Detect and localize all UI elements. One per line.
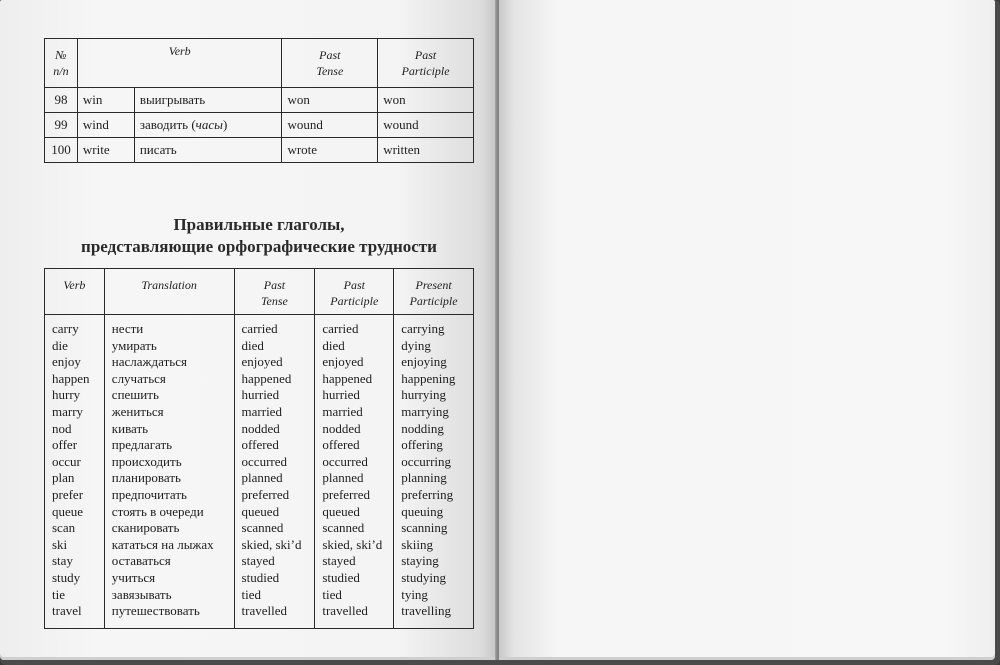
list-item: preferred — [322, 486, 370, 502]
heading-line-1: Правильные глаголы, — [173, 215, 345, 234]
row-num: 98 — [45, 88, 78, 113]
column-translation — [104, 315, 234, 629]
header-past-participle: Past Participle — [315, 269, 394, 315]
list-item: queued — [322, 503, 360, 519]
table-row — [45, 138, 474, 163]
list-item: plan — [52, 470, 75, 486]
table-row — [45, 88, 474, 113]
list-item: nodded — [241, 420, 280, 436]
list-item: occur — [52, 453, 81, 469]
header-translation: Translation — [104, 269, 234, 315]
list-item: случаться — [111, 370, 166, 386]
header-past-tense: Past Tense — [282, 39, 378, 88]
list-item: studying — [401, 569, 446, 585]
list-item: carry — [52, 321, 79, 336]
table-row — [45, 113, 474, 138]
header-past-participle: Past Participle — [378, 39, 474, 88]
list-item: hurried — [322, 387, 360, 403]
list-item: dying — [401, 337, 431, 353]
list-item: сканировать — [111, 520, 180, 536]
irregular-verbs-table-end — [44, 38, 474, 163]
row-past-tense: wound — [282, 113, 378, 138]
row-past-participle: won — [378, 88, 474, 113]
list-item: happen — [52, 370, 90, 386]
list-item: skied, ski’d — [322, 536, 383, 552]
list-item: marry — [52, 403, 84, 419]
table-header-row — [45, 39, 474, 88]
list-item: skied, ski’d — [241, 536, 302, 552]
list-item: стоять в очереди — [111, 503, 204, 519]
list-item: happened — [322, 370, 373, 386]
list-item: married — [322, 403, 363, 419]
row-translation: выигрывать — [134, 88, 282, 113]
list-item: queuing — [401, 503, 444, 519]
list-item: enjoy — [52, 354, 81, 370]
row-num: 100 — [45, 138, 78, 163]
list-item: наслаждаться — [111, 354, 187, 370]
list-item: ski — [52, 536, 68, 552]
list-item: happening — [401, 370, 456, 386]
list-item: died — [241, 337, 264, 353]
list-item: carrying — [401, 321, 445, 336]
list-item: кататься на лыжах — [111, 536, 214, 552]
list-item: scanned — [322, 520, 365, 536]
list-item: carried — [241, 321, 278, 336]
row-verb: win — [77, 88, 134, 113]
list-item: enjoyed — [322, 354, 364, 370]
table-body-row — [45, 315, 474, 629]
list-item: scan — [52, 520, 76, 536]
list-item: queue — [52, 503, 84, 519]
list-item: offered — [322, 437, 360, 453]
list-item: study — [52, 569, 81, 585]
list-item: studied — [322, 569, 360, 585]
list-item: planned — [241, 470, 283, 486]
header-present-participle: Present Participle — [394, 269, 474, 315]
list-item: путешествовать — [111, 603, 200, 619]
list-item: queued — [241, 503, 280, 519]
list-item: planned — [322, 470, 364, 486]
list-item: tie — [52, 586, 65, 602]
list-item: scanning — [401, 520, 448, 536]
list-item: married — [241, 403, 282, 419]
row-past-tense: won — [282, 88, 378, 113]
list-item: preferring — [401, 486, 454, 502]
list-item: hurried — [241, 387, 280, 403]
list-item: планировать — [111, 470, 181, 486]
row-past-tense: wrote — [282, 138, 378, 163]
list-item: происходить — [111, 453, 182, 469]
list-item: skiing — [401, 536, 433, 552]
list-item: stayed — [241, 553, 275, 569]
list-item: stay — [52, 553, 73, 569]
list-item: scanned — [241, 520, 284, 536]
row-translation: заводить (часы) — [134, 113, 282, 138]
section-heading — [44, 214, 474, 258]
list-item: nodded — [322, 420, 361, 436]
list-item: кивать — [111, 420, 149, 436]
list-item: спешить — [111, 387, 159, 403]
list-item: travelled — [322, 603, 368, 619]
header-verb: Verb — [77, 39, 282, 88]
list-item: учиться — [111, 569, 156, 585]
column-verb — [45, 315, 105, 629]
header-verb: Verb — [45, 269, 105, 315]
list-item: tying — [401, 586, 428, 602]
list-item: оставаться — [111, 553, 171, 569]
list-item: studied — [241, 569, 280, 585]
list-item: hurrying — [401, 387, 446, 403]
list-item: жениться — [111, 403, 164, 419]
list-item: occurred — [322, 453, 368, 469]
list-item: offer — [52, 437, 78, 453]
list-item: died — [322, 337, 345, 353]
list-item: нести — [111, 321, 144, 336]
column-past-tense — [234, 315, 315, 629]
list-item: nodding — [401, 420, 444, 436]
translation-note: часы — [195, 117, 223, 132]
list-item: tied — [322, 586, 342, 602]
list-item: enjoyed — [241, 354, 283, 370]
row-verb: wind — [77, 113, 134, 138]
heading-line-2: представляющие орфографические трудности — [81, 237, 437, 256]
list-item: stayed — [322, 553, 356, 569]
list-item: occurred — [241, 453, 287, 469]
list-item: hurry — [52, 387, 81, 403]
row-past-participle: written — [378, 138, 474, 163]
list-item: предпочитать — [111, 486, 187, 502]
regular-verbs-table — [44, 268, 474, 629]
column-past-participle — [315, 315, 394, 629]
list-item: nod — [52, 420, 72, 436]
list-item: occurring — [401, 453, 452, 469]
list-item: planning — [401, 470, 447, 486]
list-item: tied — [241, 586, 262, 602]
list-item: prefer — [52, 486, 84, 502]
table-header-row — [45, 269, 474, 315]
row-translation: писать — [134, 138, 282, 163]
row-past-participle: wound — [378, 113, 474, 138]
list-item: offered — [241, 437, 279, 453]
column-present-participle — [394, 315, 474, 629]
list-item: умирать — [111, 337, 157, 353]
list-item: die — [52, 337, 68, 353]
header-num: № n/n — [45, 39, 78, 88]
list-item: marrying — [401, 403, 449, 419]
list-item: enjoying — [401, 354, 447, 370]
list-item: offering — [401, 437, 443, 453]
row-num: 99 — [45, 113, 78, 138]
row-verb: write — [77, 138, 134, 163]
list-item: happened — [241, 370, 292, 386]
list-item: предлагать — [111, 437, 173, 453]
header-past-tense: Past Tense — [234, 269, 315, 315]
left-page — [0, 0, 497, 660]
right-page-blank — [499, 0, 995, 660]
list-item: travelled — [241, 603, 288, 619]
list-item: staying — [401, 553, 439, 569]
list-item: preferred — [241, 486, 290, 502]
list-item: travel — [52, 603, 82, 619]
list-item: travelling — [401, 603, 452, 619]
list-item: carried — [322, 321, 359, 336]
list-item: завязывать — [111, 586, 172, 602]
